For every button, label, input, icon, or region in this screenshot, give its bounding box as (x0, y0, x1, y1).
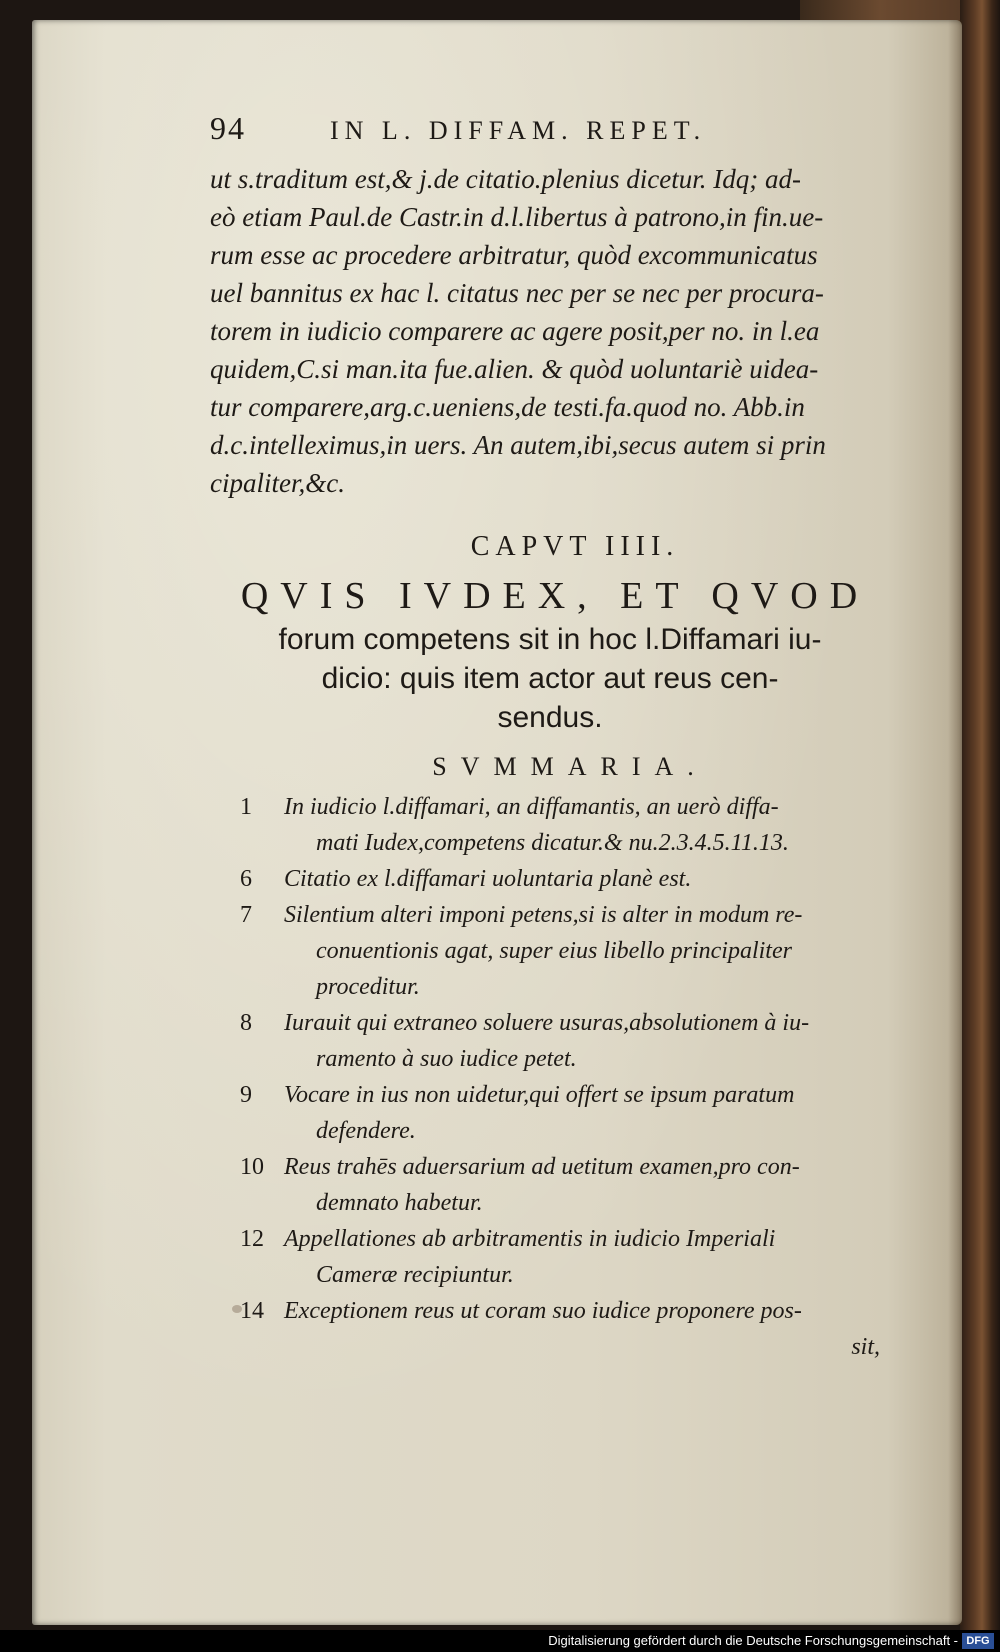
summaria-line: ramento à suo iudice petet. (316, 1046, 577, 1072)
chapter-heading-line: dicio: quis item actor aut reus cen- (321, 662, 779, 695)
paragraph-line: uel bannitus ex hac l. citatus nec per se nec per procura- (210, 278, 824, 308)
summaria-line: proceditur. (316, 974, 420, 1000)
summaria-line: mati Iudex,competens dicatur.& nu.2.3.4.5.11.13. (316, 830, 789, 856)
summaria-item (210, 1221, 890, 1293)
summaria-item (210, 861, 890, 897)
summaria-item (210, 1077, 890, 1149)
summaria-line: Cameræ recipiuntur. (316, 1262, 514, 1288)
summaria-number: 10 (240, 1154, 264, 1180)
paragraph-line: torem in iudicio comparere ac agere posit,per no. in l.ea (210, 316, 820, 346)
summaria-line: Silentium alteri imponi petens,si is alter in modum re- (284, 902, 803, 928)
paragraph-line: quidem,C.si man.ita fue.alien. & quòd uoluntariè uidea- (210, 354, 819, 384)
summaria-number: 6 (240, 866, 252, 892)
summaria-line: Reus trahēs aduersarium ad uetitum examen,pro con- (284, 1154, 800, 1180)
summaria-item (210, 1149, 890, 1221)
running-head (210, 110, 890, 160)
summaria-number: 14 (240, 1298, 264, 1324)
chapter-heading-line: sendus. (497, 701, 603, 734)
paragraph-line: eò etiam Paul.de Castr.in d.l.libertus à patrono,in fin.ue- (210, 202, 824, 232)
running-title: IN L. DIFFAM. REPET. (330, 116, 707, 145)
book-binding (960, 0, 1000, 1652)
paragraph-line: ut s.traditum est,& j.de citatio.plenius dicetur. Idq; ad- (210, 164, 801, 194)
summaria-line: demnato habetur. (316, 1190, 483, 1216)
summaria-line: Iurauit qui extraneo soluere usuras,absolutionem à iu- (284, 1010, 810, 1036)
page-number: 94 (210, 110, 246, 146)
summaria-line: Exceptionem reus ut coram suo iudice proponere pos- (284, 1298, 802, 1324)
summaria-line: defendere. (316, 1118, 416, 1144)
summaria-line: Vocare in ius non uidetur,qui offert se ipsum paratum (284, 1082, 795, 1108)
summaria-item (210, 1005, 890, 1077)
chapter-label: CAPVT IIII. (470, 531, 680, 562)
summaria-number: 12 (240, 1226, 264, 1252)
chapter-heading-line: forum competens sit in hoc l.Diffamari iu- (278, 623, 822, 656)
summaria-line: Appellationes ab arbitramentis in iudicio Imperiali (284, 1226, 776, 1252)
summaria-line: conuentionis agat, super eius libello principaliter (316, 938, 792, 964)
page-edge-shadow (948, 20, 962, 1625)
chapter-heading-caps: QVIS IVDEX, ET QVOD (240, 575, 870, 617)
summaria-item (210, 897, 890, 1005)
summaria-number: 7 (240, 902, 252, 928)
paragraph-line: rum esse ac procedere arbitratur, quòd excommunicatus (210, 240, 818, 270)
summaria-list (210, 789, 890, 1365)
paragraph (210, 160, 890, 502)
text-block (210, 110, 890, 1365)
paragraph-line: cipaliter,&c. (210, 468, 345, 498)
summaria-number: 1 (240, 794, 252, 820)
summaria-item (210, 789, 890, 861)
summaria-number: 9 (240, 1082, 252, 1108)
summaria-number: 8 (240, 1010, 252, 1036)
paragraph-line: d.c.intelleximus,in uers. An autem,ibi,secus autem si prin (210, 430, 826, 460)
summaria-label: SVMMARIA. (432, 752, 708, 781)
footer-credit: Digitalisierung gefördert durch die Deutsche Forschungsgemeinschaft - (0, 1630, 1000, 1652)
catchword: sit, (851, 1334, 880, 1360)
dfg-logo[interactable]: DFG (962, 1633, 994, 1649)
summaria-line: In iudicio l.diffamari, an diffamantis, an uerò diffa- (284, 794, 779, 820)
paragraph-line: tur comparere,arg.c.ueniens,de testi.fa.quod no. Abb.in (210, 392, 805, 422)
summaria-line: Citatio ex l.diffamari uoluntaria planè est. (284, 866, 692, 892)
summaria-item (210, 1293, 890, 1365)
